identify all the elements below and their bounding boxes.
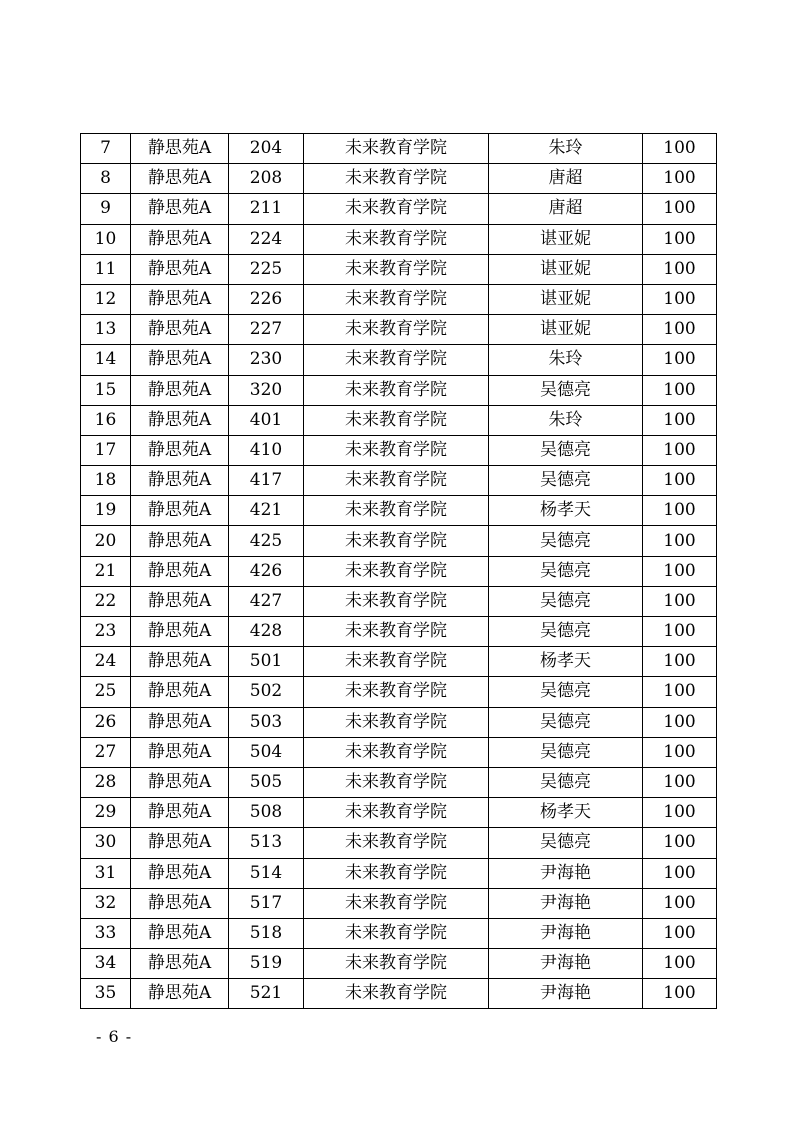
- college-cell: 未来教育学院: [304, 284, 489, 314]
- counselor-cell: 唐超: [489, 194, 643, 224]
- row-index-cell: 15: [81, 375, 131, 405]
- page-number: - 6 -: [96, 1027, 133, 1046]
- row-index-cell: 35: [81, 979, 131, 1009]
- row-index-cell: 24: [81, 647, 131, 677]
- counselor-cell: 杨孝天: [489, 496, 643, 526]
- table-row: [81, 435, 717, 465]
- college-cell: 未来教育学院: [304, 586, 489, 616]
- room-number-cell: 227: [229, 315, 304, 345]
- row-index-cell: 33: [81, 918, 131, 948]
- table-row: [81, 767, 717, 797]
- room-number-cell: 226: [229, 284, 304, 314]
- row-index-cell: 13: [81, 315, 131, 345]
- room-number-cell: 519: [229, 949, 304, 979]
- counselor-cell: 尹海艳: [489, 949, 643, 979]
- table-row: [81, 979, 717, 1009]
- table-row: [81, 707, 717, 737]
- table-row: [81, 798, 717, 828]
- row-index-cell: 28: [81, 767, 131, 797]
- college-cell: 未来教育学院: [304, 617, 489, 647]
- counselor-cell: 吴德亮: [489, 466, 643, 496]
- score-cell: 100: [643, 828, 717, 858]
- table-body: [81, 134, 717, 1009]
- counselor-cell: 吴德亮: [489, 737, 643, 767]
- score-cell: 100: [643, 949, 717, 979]
- college-cell: 未来教育学院: [304, 375, 489, 405]
- score-cell: 100: [643, 737, 717, 767]
- row-index-cell: 17: [81, 435, 131, 465]
- score-cell: 100: [643, 858, 717, 888]
- table-row: [81, 315, 717, 345]
- counselor-cell: 朱玲: [489, 405, 643, 435]
- room-number-cell: 225: [229, 254, 304, 284]
- college-cell: 未来教育学院: [304, 647, 489, 677]
- room-number-cell: 208: [229, 164, 304, 194]
- counselor-cell: 唐超: [489, 164, 643, 194]
- table-row: [81, 828, 717, 858]
- building-cell: 静思苑A: [131, 767, 229, 797]
- row-index-cell: 23: [81, 617, 131, 647]
- college-cell: 未来教育学院: [304, 888, 489, 918]
- building-cell: 静思苑A: [131, 918, 229, 948]
- counselor-cell: 杨孝天: [489, 647, 643, 677]
- room-number-cell: 508: [229, 798, 304, 828]
- table-row: [81, 858, 717, 888]
- college-cell: 未来教育学院: [304, 405, 489, 435]
- score-cell: 100: [643, 586, 717, 616]
- building-cell: 静思苑A: [131, 677, 229, 707]
- building-cell: 静思苑A: [131, 194, 229, 224]
- building-cell: 静思苑A: [131, 556, 229, 586]
- building-cell: 静思苑A: [131, 315, 229, 345]
- score-cell: 100: [643, 164, 717, 194]
- table-row: [81, 586, 717, 616]
- college-cell: 未来教育学院: [304, 526, 489, 556]
- table-row: [81, 526, 717, 556]
- building-cell: 静思苑A: [131, 737, 229, 767]
- table-row: [81, 556, 717, 586]
- college-cell: 未来教育学院: [304, 134, 489, 164]
- building-cell: 静思苑A: [131, 405, 229, 435]
- table-row: [81, 254, 717, 284]
- room-number-cell: 417: [229, 466, 304, 496]
- college-cell: 未来教育学院: [304, 707, 489, 737]
- score-cell: 100: [643, 798, 717, 828]
- score-cell: 100: [643, 677, 717, 707]
- room-number-cell: 410: [229, 435, 304, 465]
- building-cell: 静思苑A: [131, 164, 229, 194]
- counselor-cell: 吴德亮: [489, 586, 643, 616]
- score-cell: 100: [643, 466, 717, 496]
- score-cell: 100: [643, 405, 717, 435]
- college-cell: 未来教育学院: [304, 918, 489, 948]
- table-row: [81, 284, 717, 314]
- building-cell: 静思苑A: [131, 647, 229, 677]
- college-cell: 未来教育学院: [304, 164, 489, 194]
- table-row: [81, 918, 717, 948]
- counselor-cell: 尹海艳: [489, 918, 643, 948]
- room-number-cell: 513: [229, 828, 304, 858]
- counselor-cell: 吴德亮: [489, 375, 643, 405]
- row-index-cell: 21: [81, 556, 131, 586]
- room-number-cell: 428: [229, 617, 304, 647]
- building-cell: 静思苑A: [131, 858, 229, 888]
- table-row: [81, 677, 717, 707]
- counselor-cell: 吴德亮: [489, 677, 643, 707]
- score-cell: 100: [643, 375, 717, 405]
- building-cell: 静思苑A: [131, 466, 229, 496]
- counselor-cell: 吴德亮: [489, 767, 643, 797]
- room-number-cell: 427: [229, 586, 304, 616]
- score-cell: 100: [643, 918, 717, 948]
- counselor-cell: 吴德亮: [489, 526, 643, 556]
- score-cell: 100: [643, 526, 717, 556]
- score-cell: 100: [643, 284, 717, 314]
- room-number-cell: 502: [229, 677, 304, 707]
- building-cell: 静思苑A: [131, 949, 229, 979]
- college-cell: 未来教育学院: [304, 315, 489, 345]
- table-row: [81, 194, 717, 224]
- room-number-cell: 504: [229, 737, 304, 767]
- room-number-cell: 501: [229, 647, 304, 677]
- room-number-cell: 421: [229, 496, 304, 526]
- row-index-cell: 18: [81, 466, 131, 496]
- counselor-cell: 杨孝天: [489, 798, 643, 828]
- score-cell: 100: [643, 315, 717, 345]
- table-row: [81, 496, 717, 526]
- counselor-cell: 谌亚妮: [489, 315, 643, 345]
- row-index-cell: 30: [81, 828, 131, 858]
- counselor-cell: 尹海艳: [489, 979, 643, 1009]
- college-cell: 未来教育学院: [304, 254, 489, 284]
- score-cell: 100: [643, 556, 717, 586]
- college-cell: 未来教育学院: [304, 345, 489, 375]
- room-number-cell: 517: [229, 888, 304, 918]
- table-row: [81, 617, 717, 647]
- counselor-cell: 吴德亮: [489, 707, 643, 737]
- room-number-cell: 503: [229, 707, 304, 737]
- room-number-cell: 514: [229, 858, 304, 888]
- score-cell: 100: [643, 767, 717, 797]
- counselor-cell: 吴德亮: [489, 617, 643, 647]
- row-index-cell: 14: [81, 345, 131, 375]
- row-index-cell: 34: [81, 949, 131, 979]
- college-cell: 未来教育学院: [304, 767, 489, 797]
- building-cell: 静思苑A: [131, 707, 229, 737]
- score-cell: 100: [643, 194, 717, 224]
- room-number-cell: 521: [229, 979, 304, 1009]
- table-row: [81, 737, 717, 767]
- building-cell: 静思苑A: [131, 798, 229, 828]
- table-row: [81, 134, 717, 164]
- room-number-cell: 230: [229, 345, 304, 375]
- table-row: [81, 647, 717, 677]
- college-cell: 未来教育学院: [304, 979, 489, 1009]
- college-cell: 未来教育学院: [304, 224, 489, 254]
- room-number-cell: 320: [229, 375, 304, 405]
- building-cell: 静思苑A: [131, 284, 229, 314]
- score-cell: 100: [643, 888, 717, 918]
- score-cell: 100: [643, 617, 717, 647]
- room-number-cell: 426: [229, 556, 304, 586]
- building-cell: 静思苑A: [131, 979, 229, 1009]
- building-cell: 静思苑A: [131, 254, 229, 284]
- table-row: [81, 164, 717, 194]
- row-index-cell: 9: [81, 194, 131, 224]
- table-row: [81, 888, 717, 918]
- college-cell: 未来教育学院: [304, 949, 489, 979]
- counselor-cell: 谌亚妮: [489, 254, 643, 284]
- counselor-cell: 尹海艳: [489, 888, 643, 918]
- score-cell: 100: [643, 435, 717, 465]
- counselor-cell: 吴德亮: [489, 435, 643, 465]
- score-cell: 100: [643, 134, 717, 164]
- college-cell: 未来教育学院: [304, 828, 489, 858]
- building-cell: 静思苑A: [131, 496, 229, 526]
- room-number-cell: 425: [229, 526, 304, 556]
- room-number-cell: 204: [229, 134, 304, 164]
- table-row: [81, 949, 717, 979]
- counselor-cell: 谌亚妮: [489, 284, 643, 314]
- row-index-cell: 10: [81, 224, 131, 254]
- row-index-cell: 27: [81, 737, 131, 767]
- counselor-cell: 谌亚妮: [489, 224, 643, 254]
- table-row: [81, 224, 717, 254]
- room-number-cell: 211: [229, 194, 304, 224]
- college-cell: 未来教育学院: [304, 556, 489, 586]
- building-cell: 静思苑A: [131, 888, 229, 918]
- dormitory-score-table: [80, 133, 717, 1009]
- room-number-cell: 401: [229, 405, 304, 435]
- row-index-cell: 19: [81, 496, 131, 526]
- row-index-cell: 26: [81, 707, 131, 737]
- college-cell: 未来教育学院: [304, 737, 489, 767]
- row-index-cell: 32: [81, 888, 131, 918]
- score-cell: 100: [643, 707, 717, 737]
- college-cell: 未来教育学院: [304, 194, 489, 224]
- college-cell: 未来教育学院: [304, 858, 489, 888]
- row-index-cell: 16: [81, 405, 131, 435]
- row-index-cell: 12: [81, 284, 131, 314]
- room-number-cell: 505: [229, 767, 304, 797]
- building-cell: 静思苑A: [131, 224, 229, 254]
- row-index-cell: 8: [81, 164, 131, 194]
- table-row: [81, 466, 717, 496]
- college-cell: 未来教育学院: [304, 466, 489, 496]
- building-cell: 静思苑A: [131, 586, 229, 616]
- counselor-cell: 吴德亮: [489, 556, 643, 586]
- building-cell: 静思苑A: [131, 526, 229, 556]
- row-index-cell: 22: [81, 586, 131, 616]
- score-cell: 100: [643, 254, 717, 284]
- row-index-cell: 25: [81, 677, 131, 707]
- room-number-cell: 224: [229, 224, 304, 254]
- building-cell: 静思苑A: [131, 134, 229, 164]
- score-cell: 100: [643, 979, 717, 1009]
- counselor-cell: 朱玲: [489, 345, 643, 375]
- building-cell: 静思苑A: [131, 375, 229, 405]
- counselor-cell: 尹海艳: [489, 858, 643, 888]
- score-cell: 100: [643, 224, 717, 254]
- room-number-cell: 518: [229, 918, 304, 948]
- table-row: [81, 345, 717, 375]
- college-cell: 未来教育学院: [304, 677, 489, 707]
- building-cell: 静思苑A: [131, 828, 229, 858]
- table-row: [81, 405, 717, 435]
- row-index-cell: 11: [81, 254, 131, 284]
- score-cell: 100: [643, 496, 717, 526]
- counselor-cell: 吴德亮: [489, 828, 643, 858]
- row-index-cell: 31: [81, 858, 131, 888]
- row-index-cell: 20: [81, 526, 131, 556]
- row-index-cell: 29: [81, 798, 131, 828]
- college-cell: 未来教育学院: [304, 496, 489, 526]
- building-cell: 静思苑A: [131, 345, 229, 375]
- building-cell: 静思苑A: [131, 435, 229, 465]
- college-cell: 未来教育学院: [304, 435, 489, 465]
- row-index-cell: 7: [81, 134, 131, 164]
- counselor-cell: 朱玲: [489, 134, 643, 164]
- score-cell: 100: [643, 345, 717, 375]
- score-cell: 100: [643, 647, 717, 677]
- table-row: [81, 375, 717, 405]
- building-cell: 静思苑A: [131, 617, 229, 647]
- college-cell: 未来教育学院: [304, 798, 489, 828]
